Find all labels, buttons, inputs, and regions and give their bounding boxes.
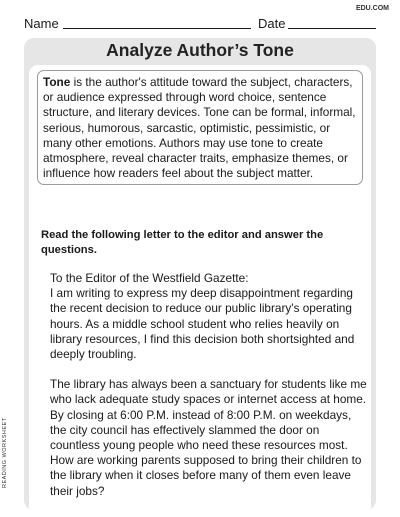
definition-box xyxy=(37,70,363,185)
letter-paragraph-2: The library has always been a sanctuary for students like me who lack adequate study spaces or internet access at home. By closing at 6:00 P.M. instead of 8:00 P.M. on weekdays, the city council has effectively slammed the door on countless young people who need these resources most. How are working parents supposed to bring their children to the library when it closes before many of them even leave their jobs? xyxy=(50,377,367,498)
brand-logo: EDU.COM xyxy=(355,5,389,12)
worksheet-panel xyxy=(24,38,376,510)
side-label: READING WORKSHEET xyxy=(2,417,8,488)
instructions: Read the following letter to the editor and answer the questions. xyxy=(41,229,324,256)
date-label: Date xyxy=(258,16,286,31)
letter-paragraph-1: I am writing to express my deep disappointment regarding the recent decision to reduce our public library's operating hours. As a middle school student who relies heavily on library resources, I find this decision both shortsighted and deeply troubling. xyxy=(50,286,355,362)
definition-term: Tone xyxy=(43,75,71,89)
letter-to-editor xyxy=(50,271,370,499)
worksheet-title: Analyze Author’s Tone xyxy=(106,40,294,60)
letter-salutation: To the Editor of the Westfield Gazette: xyxy=(50,271,249,285)
definition-text: is the author's attitude toward the subject, characters, or audience expressed through word choice, sentence structure, and literary devices. Tone can be formal, informal, serious, humorous, sarcastic, optimistic, pessimistic, or many other emotions. Authors may use tone to create atmosphere, reveal character traits, emphasize themes, or influence how readers feel about the subject matter. xyxy=(43,75,356,181)
name-line xyxy=(63,28,251,29)
date-line xyxy=(288,28,376,29)
worksheet-sheet xyxy=(29,65,371,510)
name-label: Name xyxy=(24,16,59,31)
